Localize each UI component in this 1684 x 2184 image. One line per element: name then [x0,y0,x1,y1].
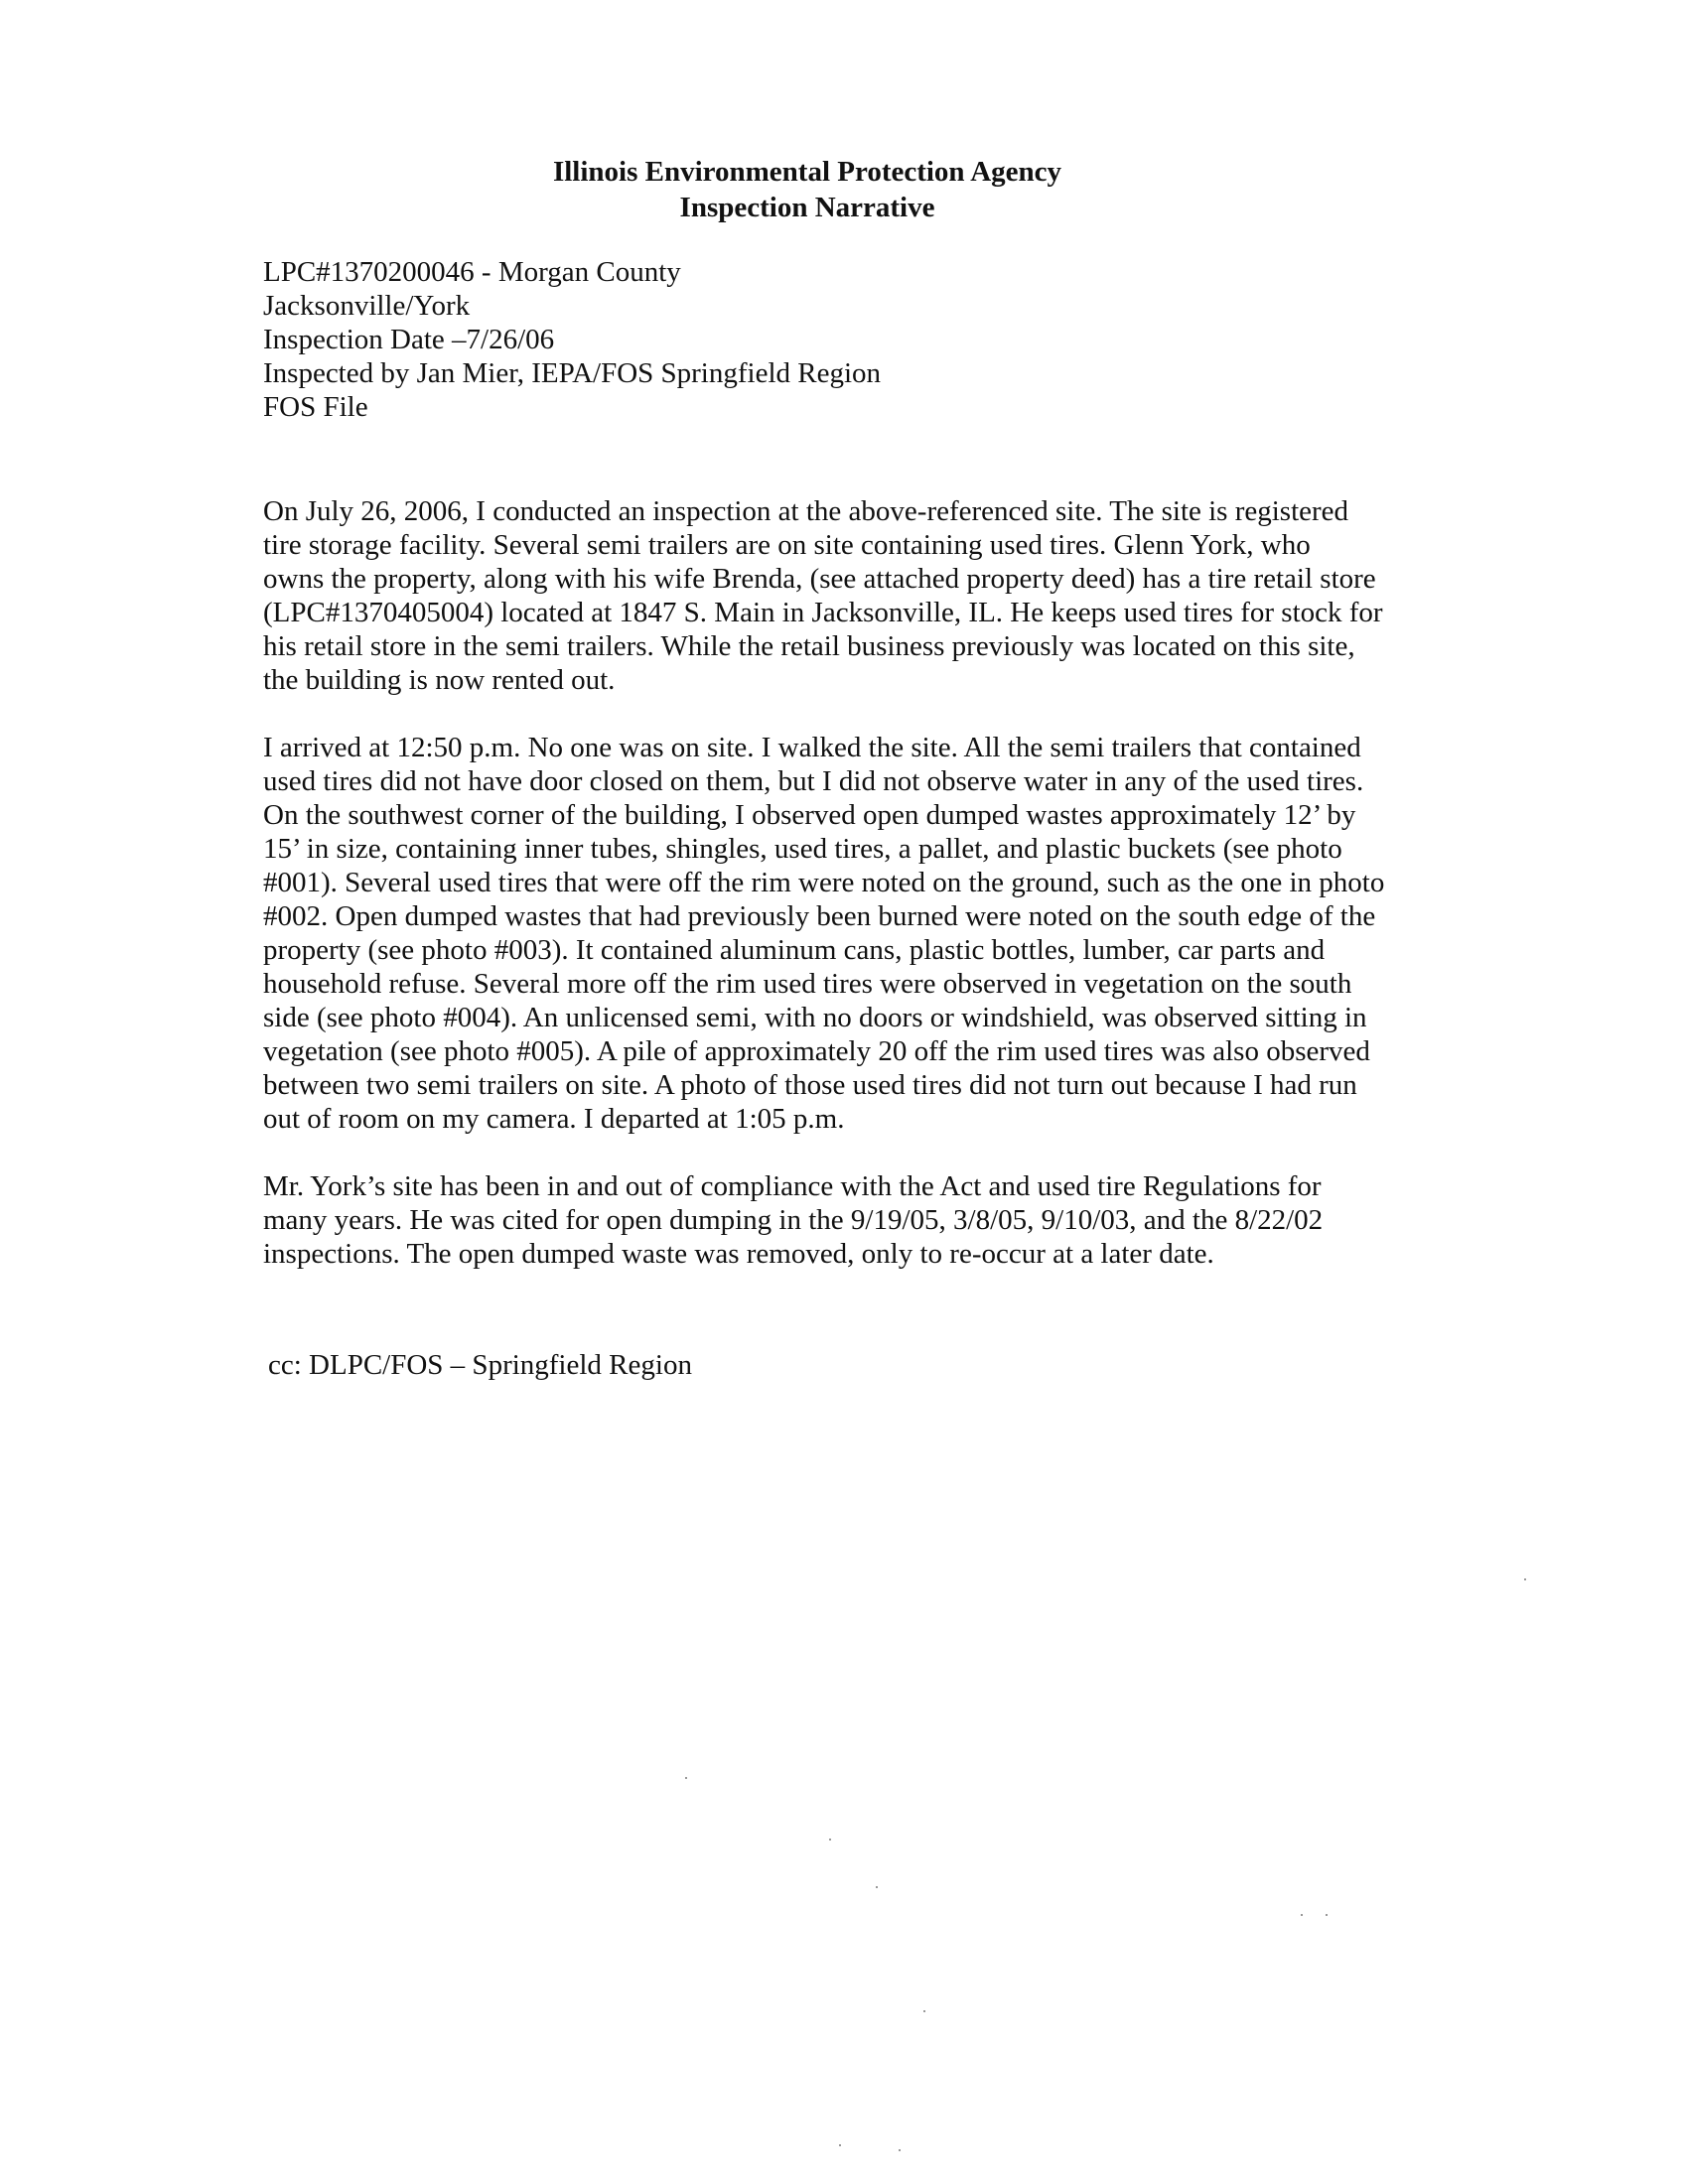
text-line: On July 26, 2006, I conducted an inspection at the above-referenced site. The site is registered [263,495,1349,527]
text-line: #002. Open dumped wastes that had previously been burned were noted on the south edge of the [263,900,1376,932]
paragraph-3 [263,1169,1484,1271]
text-line: out of room on my camera. I departed at 1:05 p.m. [263,1103,845,1135]
scan-speck [1301,1914,1303,1916]
text-line: Mr. York’s site has been in and out of compliance with the Act and used tire Regulations for [263,1170,1322,1202]
paragraph-2 [263,731,1484,1136]
text-line: #001). Several used tires that were off the rim were noted on the ground, such as the one in photo [263,867,1385,898]
text-line: 15’ in size, containing inner tubes, shingles, used tires, a pallet, and plastic buckets (see photo [263,833,1342,865]
file-reference: FOS File [263,391,368,423]
scan-speck [839,2144,841,2146]
text-line: many years. He was cited for open dumping in the 9/19/05, 3/8/05, 9/10/03, and the 8/22/02 [263,1204,1324,1236]
site-info-block [263,255,1455,424]
paragraph-1 [263,494,1484,697]
agency-title: Illinois Environmental Protection Agency [552,156,1062,188]
text-line: property (see photo #003). It contained aluminum cans, plastic bottles, lumber, car parts and [263,934,1326,966]
text-line: side (see photo #004). An unlicensed semi, with no doors or windshield, was observed sitting in [263,1002,1367,1033]
text-line: household refuse. Several more off the rim used tires were observed in vegetation on the south [263,968,1352,1000]
text-line: vegetation (see photo #005). A pile of approximately 20 off the rim used tires was also observed [263,1035,1370,1067]
scan-speck [1524,1578,1526,1580]
scan-speck [829,1839,831,1841]
text-line: inspections. The open dumped waste was removed, only to re-occur at a later date. [263,1238,1214,1270]
text-line: used tires did not have door closed on them, but I did not observe water in any of the used tires. [263,765,1364,797]
text-line: (LPC#1370405004) located at 1847 S. Main in Jacksonville, IL. He keeps used tires for stock for [263,597,1383,628]
scan-speck [876,1886,878,1888]
text-line: On the southwest corner of the building, I observed open dumped wastes approximately 12’ by [263,799,1356,831]
scan-speck [899,2149,901,2151]
scan-speck [685,1777,687,1779]
text-line: his retail store in the semi trailers. While the retail business previously was located on this site, [263,630,1355,662]
text-line: owns the property, along with his wife Brenda, (see attached property deed) has a tire retail store [263,563,1376,595]
document-title: Inspection Narrative [679,192,935,223]
narrative-body [263,494,1484,1304]
inspection-date: Inspection Date –7/26/06 [263,324,555,355]
scan-speck [1326,1914,1328,1916]
inspector: Inspected by Jan Mier, IEPA/FOS Springfield Region [263,357,882,389]
text-line: between two semi trailers on site. A photo of those used tires did not turn out because I had run [263,1069,1357,1101]
scan-speck [923,2010,925,2012]
cc-recipient: cc: DLPC/FOS – Springfield Region [268,1349,692,1381]
lpc-number: LPC#1370200046 - Morgan County [263,256,681,288]
text-line: I arrived at 12:50 p.m. No one was on site. I walked the site. All the semi trailers that contained [263,732,1361,763]
text-line: the building is now rented out. [263,664,616,696]
text-line: tire storage facility. Several semi trailers are on site containing used tires. Glenn York, who [263,529,1311,561]
site-location: Jacksonville/York [263,290,471,322]
document-header [0,154,1684,225]
